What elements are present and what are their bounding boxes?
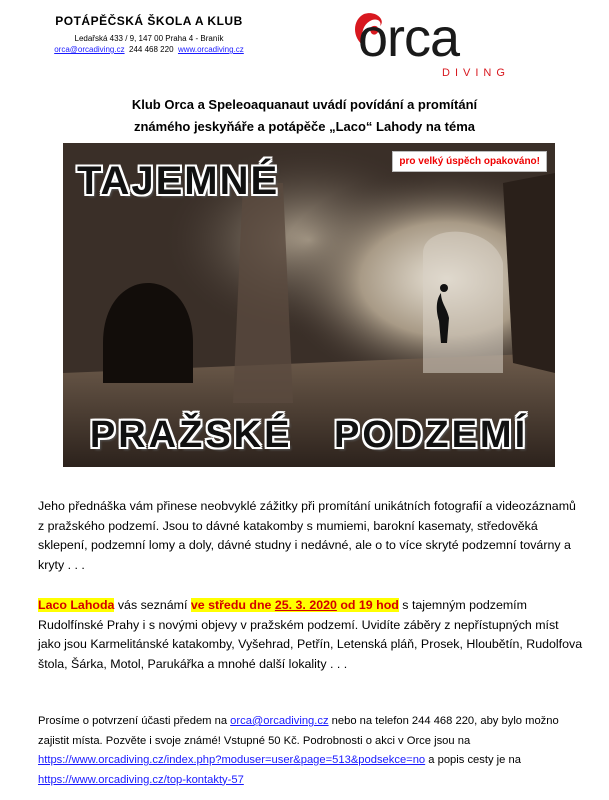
contact-email-link[interactable]: orca@orcadiving.cz [230,715,329,727]
paragraph-description: Jeho přednáška vám přinese neobvyklé zážitky při promítání unikátních fotografií a videozáznamů z pražského podzemí. Jsou to dávné katakomby s mumiemi, barokní kasematy, středověká sklepení, podzemní lomy a doly, dávné studny i nedávné, ale o to více skryté podzemní továrny a kryty . . . [38,499,576,572]
school-email-link[interactable]: orca@orcadiving.cz [54,45,125,54]
paragraph-event [38,596,583,674]
event-day: ve středu dne [190,598,275,612]
repeat-badge: pro velký úspěch opakováno! [392,151,547,172]
poster-title: TAJEMNÉ [77,159,280,203]
contact-text-a: Prosíme o potvrzení účasti předem na [38,715,231,727]
poster-image [63,143,555,467]
speaker-name: Laco Lahoda [38,598,115,612]
contact-text-b: nebo na telefon 244 468 220, aby bylo možno zajistit místa. Pozvěte i svoje známé! Vstupné 50 Kč. Podrobnosti o akci v Orce jsou na [38,715,559,747]
header [0,0,609,80]
event-text-a: vás seznámí [114,598,191,612]
directions-link[interactable]: https://www.orcadiving.cz/top-kontakty-57 [38,773,244,786]
school-phone: 244 468 220 [129,45,174,54]
school-website-link[interactable]: www.orcadiving.cz [177,45,244,54]
logo-text: orca [358,8,460,68]
event-details-link[interactable]: https://www.orcadiving.cz/index.php?moduser=user&page=513&podsekce=no [38,754,426,766]
intro-line-1: Klub Orca a Speleoaquanaut uvádí povídání a promítání [131,97,478,112]
school-contacts [40,45,258,54]
poster-subtitle: PRAŽSKÉ PODZEMÍ [89,414,529,456]
intro-line-2: známého jeskyňáře a potápěče „Laco“ Lahody na téma [133,119,475,134]
school-name: POTÁPĚČSKÁ ŠKOLA A KLUB [55,14,243,28]
event-date: 25. 3. 2020 [274,598,337,612]
logo-subtext: DIVING [442,67,510,79]
school-address: Ledařská 433 / 9, 147 00 Praha 4 - Braník [74,34,224,43]
intro-text [0,94,609,138]
event-text-b: s tajemným podzemím Rudolfínské Prahy i s novými objevy v pražském podzemí. Uvidíte záběry z nepřístupných míst jako jsou Karmelitánské katakomby, Vyšehrad, Petřín, Letenská pláň, Prosek, Hloubětín, Rudolfova štola, Šárka, Motol, Parukářka a mnohé další lokality . . . [38,598,583,671]
orca-logo [350,6,540,81]
contact-text-c: a popis cesty je na [425,754,521,766]
paragraph-contact [38,712,583,790]
school-block [40,14,258,54]
event-time: od 19 hod [336,598,399,612]
